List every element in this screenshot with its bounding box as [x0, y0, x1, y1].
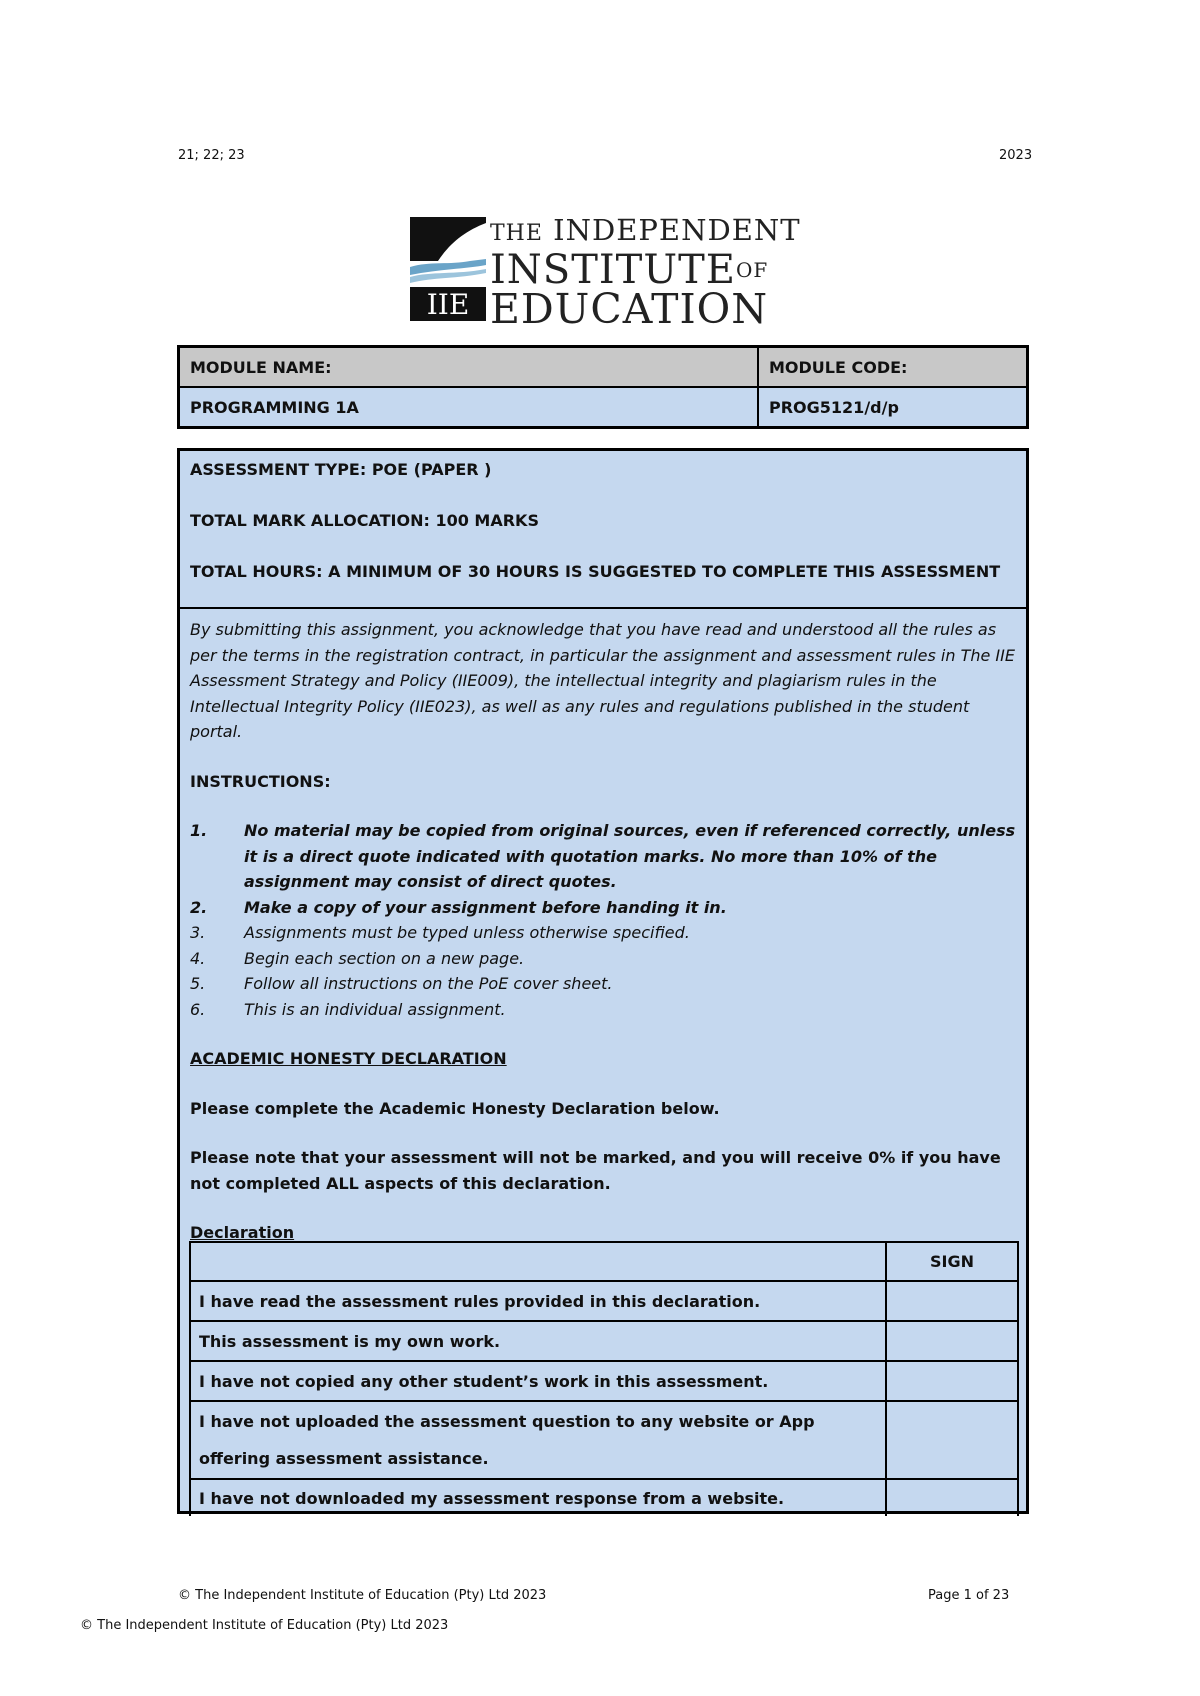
declaration-table — [189, 1241, 1019, 1516]
acknowledgement-text: By submitting this assignment, you acknowledge that you have read and understood all the rules as per the terms in the registration contract, in particular the assignment and assessment rules in The IIE Assessment Strategy and Policy (IIE009), the intellectual integrity and plagiarism rules in the Intellectual Integrity Policy (IIE023), as well as any rules and regulations published in the student portal. — [190, 620, 1015, 741]
table-row — [191, 1282, 1017, 1322]
please-note-text: Please note that your assessment will not be marked, and you will receive 0% if you have not completed ALL aspects of this declaration. — [190, 1148, 1001, 1193]
declaration-statement: I have not copied any other student’s work in this assessment. — [191, 1362, 887, 1400]
table-row — [191, 1322, 1017, 1362]
table-row — [191, 1362, 1017, 1402]
please-complete-text: Please complete the Academic Honesty Declaration below. — [190, 1098, 720, 1118]
module-table-header-row — [180, 348, 1026, 386]
list-item: 2. Make a copy of your assignment before handing it in. — [190, 897, 727, 917]
sign-cell[interactable] — [887, 1480, 1017, 1516]
declaration-statement: I have read the assessment rules provided in this declaration. — [191, 1282, 887, 1320]
footer-copyright: © The Independent Institute of Education (Pty) Ltd 2023 — [178, 1588, 547, 1603]
declaration-statement: This assessment is my own work. — [191, 1322, 887, 1360]
assessment-body — [180, 609, 1026, 1246]
module-code-label: MODULE CODE: — [769, 357, 908, 377]
list-item: 3. Assignments must be typed unless otherwise specified. — [190, 923, 690, 942]
module-table-value-row — [180, 386, 1026, 426]
table-row — [191, 1243, 1017, 1282]
list-item: 1. No material may be copied from original sources, even if referenced correctly, unless it is a direct quote indicated with quotation marks. No more than 10% of the assignment may consist of direct quotes. — [190, 821, 1016, 891]
declaration-statement: I have not uploaded the assessment question to any website or App offering assessment assistance. — [191, 1402, 887, 1478]
logo-line-institute: INSTITUTEOF — [490, 247, 769, 293]
assessment-summary — [180, 451, 1026, 609]
iie-logo-mark-icon — [410, 217, 486, 321]
module-name-label: MODULE NAME: — [180, 348, 759, 386]
declaration-heading: Declaration — [190, 1223, 295, 1242]
logo-mark-text: IIE — [426, 288, 470, 321]
total-mark-allocation: TOTAL MARK ALLOCATION: 100 MARKS — [190, 511, 539, 530]
sign-cell[interactable] — [887, 1402, 1017, 1478]
table-row — [191, 1402, 1017, 1480]
table-row — [191, 1480, 1017, 1516]
instructions-heading: INSTRUCTIONS: — [190, 771, 331, 791]
assessment-type: ASSESSMENT TYPE: POE (PAPER ) — [190, 460, 492, 479]
iie-logo — [410, 213, 801, 333]
honesty-heading: ACADEMIC HONESTY DECLARATION — [190, 1049, 507, 1068]
sign-cell[interactable] — [887, 1282, 1017, 1320]
list-item: 4. Begin each section on a new page. — [190, 948, 525, 968]
sign-cell[interactable] — [887, 1362, 1017, 1400]
header-codes: 21; 22; 23 — [178, 148, 245, 163]
logo-line-education: EDUCATION — [490, 285, 769, 333]
module-name-value: PROGRAMMING 1A — [180, 388, 759, 426]
assessment-box — [177, 448, 1029, 1514]
list-item: 5. Follow all instructions on the PoE cover sheet. — [190, 974, 613, 993]
footer-copyright-bottom: © The Independent Institute of Education (Pty) Ltd 2023 — [80, 1618, 449, 1633]
module-code-value: PROG5121/d/p — [769, 397, 899, 417]
header-year: 2023 — [999, 148, 1033, 163]
sign-header: SIGN — [930, 1252, 974, 1271]
logo-line-independent: THE INDEPENDENT — [490, 213, 801, 247]
list-item: 6. This is an individual assignment. — [190, 999, 506, 1019]
page-number: Page 1 of 23 — [928, 1588, 1010, 1603]
declaration-statement: I have not downloaded my assessment response from a website. — [191, 1480, 887, 1516]
total-hours: TOTAL HOURS: A MINIMUM OF 30 HOURS IS SUGGESTED TO COMPLETE THIS ASSESSMENT — [190, 562, 1001, 581]
instructions-list — [190, 818, 1016, 1022]
sign-cell[interactable] — [887, 1322, 1017, 1360]
module-table — [177, 345, 1029, 429]
